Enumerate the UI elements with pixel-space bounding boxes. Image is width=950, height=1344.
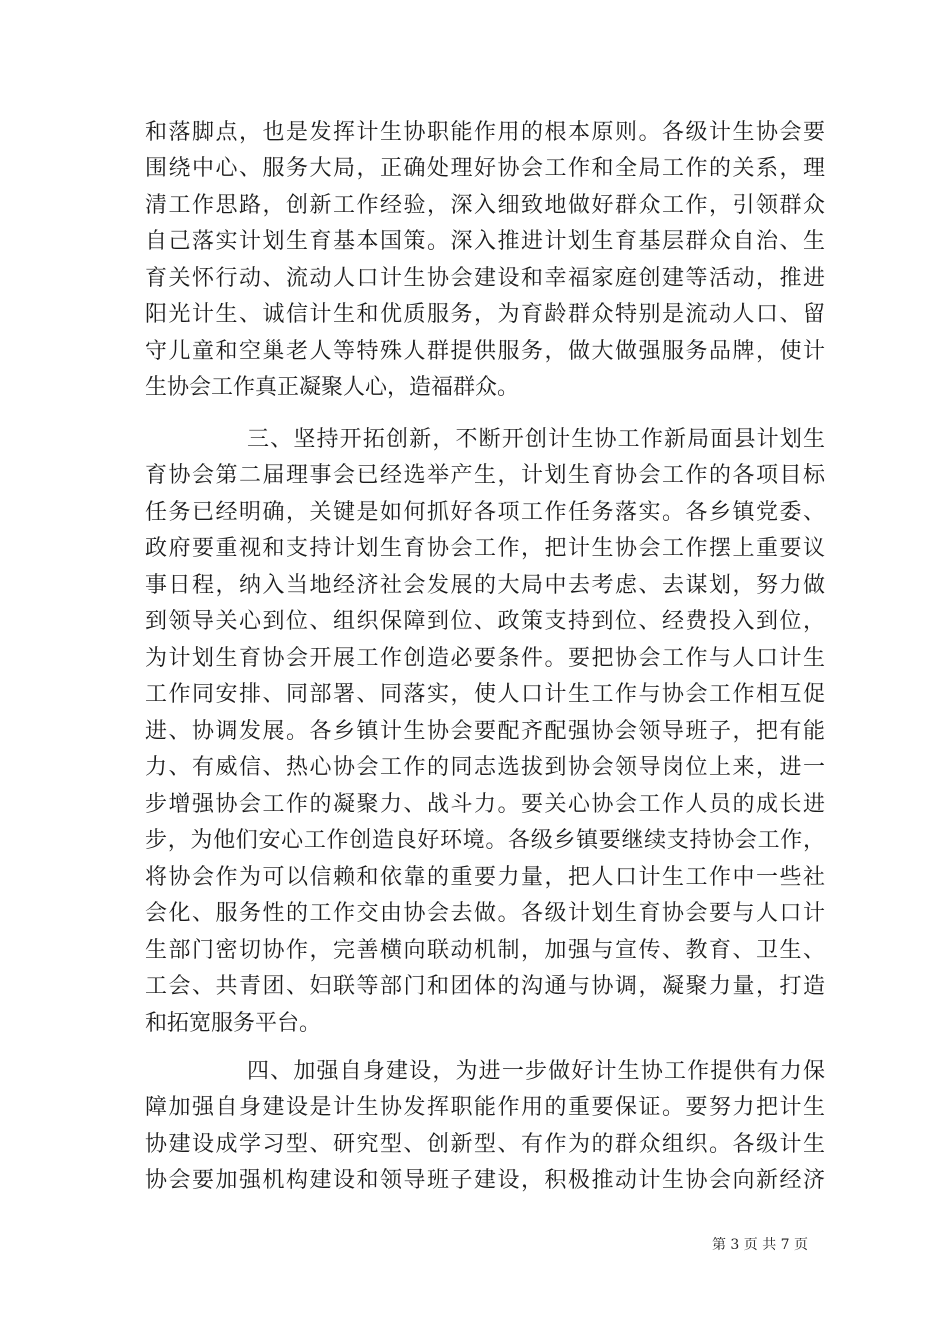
text-line: 生协会工作真正凝聚人心，造福群众。	[145, 375, 520, 400]
text-line: 力、有威信、热心协会工作的同志选拔到协会领导岗位上来，进一	[145, 755, 825, 780]
text-line: 和拓宽服务平台。	[145, 1011, 322, 1036]
text-line: 进、协调发展。各乡镇计生协会要配齐配强协会领导班子，把有能	[145, 719, 825, 744]
text-line: 政府要重视和支持计划生育协会工作，把计生协会工作摆上重要议	[145, 536, 825, 561]
text-line: 工作同安排、同部署、同落实，使人口计生工作与协会工作相互促	[145, 682, 825, 707]
text-line: 育协会第二届理事会已经选举产生，计划生育协会工作的各项目标	[145, 463, 825, 488]
text-line: 工会、共青团、妇联等部门和团体的沟通与协调，凝聚力量，打造	[145, 974, 825, 999]
text-line: 和落脚点，也是发挥计生协职能作用的根本原则。各级计生协会要	[145, 120, 825, 145]
text-line: 围绕中心、服务大局，正确处理好协会工作和全局工作的关系，理	[145, 156, 825, 181]
text-line: 育关怀行动、流动人口计生协会建设和幸福家庭创建等活动，推进	[145, 266, 825, 291]
paragraph-heading-line: 三、坚持开拓创新，不断开创计生协工作新局面县计划生	[247, 427, 825, 452]
text-line: 清工作思路，创新工作经验，深入细致地做好群众工作，引领群众	[145, 193, 825, 218]
text-line: 协建设成学习型、研究型、创新型、有作为的群众组织。各级计生	[145, 1132, 825, 1157]
text-line: 生部门密切协作，完善横向联动机制，加强与宣传、教育、卫生、	[145, 938, 825, 963]
page-number-footer: 第 3 页 共 7 页	[711, 1237, 809, 1253]
text-line: 自己落实计划生育基本国策。深入推进计划生育基层群众自治、生	[145, 229, 825, 254]
text-line: 障加强自身建设是计生协发挥职能作用的重要保证。要努力把计生	[145, 1095, 825, 1120]
text-line: 任务已经明确，关键是如何抓好各项工作任务落实。各乡镇党委、	[145, 500, 825, 525]
text-line: 将协会作为可以信赖和依靠的重要力量，把人口计生工作中一些社	[145, 865, 825, 890]
text-line: 协会要加强机构建设和领导班子建设，积极推动计生协会向新经济	[145, 1168, 825, 1193]
text-line: 会化、服务性的工作交由协会去做。各级计划生育协会要与人口计	[145, 901, 825, 926]
text-line: 为计划生育协会开展工作创造必要条件。要把协会工作与人口计生	[145, 646, 825, 671]
text-line: 阳光计生、诚信计生和优质服务，为育龄群众特别是流动人口、留	[145, 302, 825, 327]
text-line: 到领导关心到位、组织保障到位、政策支持到位、经费投入到位，	[145, 609, 825, 634]
paragraph-heading-line: 四、加强自身建设，为进一步做好计生协工作提供有力保	[247, 1059, 825, 1084]
text-line: 步，为他们安心工作创造良好环境。各级乡镇要继续支持协会工作，	[145, 828, 825, 853]
text-line: 事日程，纳入当地经济社会发展的大局中去考虑、去谋划，努力做	[145, 573, 825, 598]
text-line: 步增强协会工作的凝聚力、战斗力。要关心协会工作人员的成长进	[145, 792, 825, 817]
text-line: 守儿童和空巢老人等特殊人群提供服务，做大做强服务品牌，使计	[145, 339, 825, 364]
